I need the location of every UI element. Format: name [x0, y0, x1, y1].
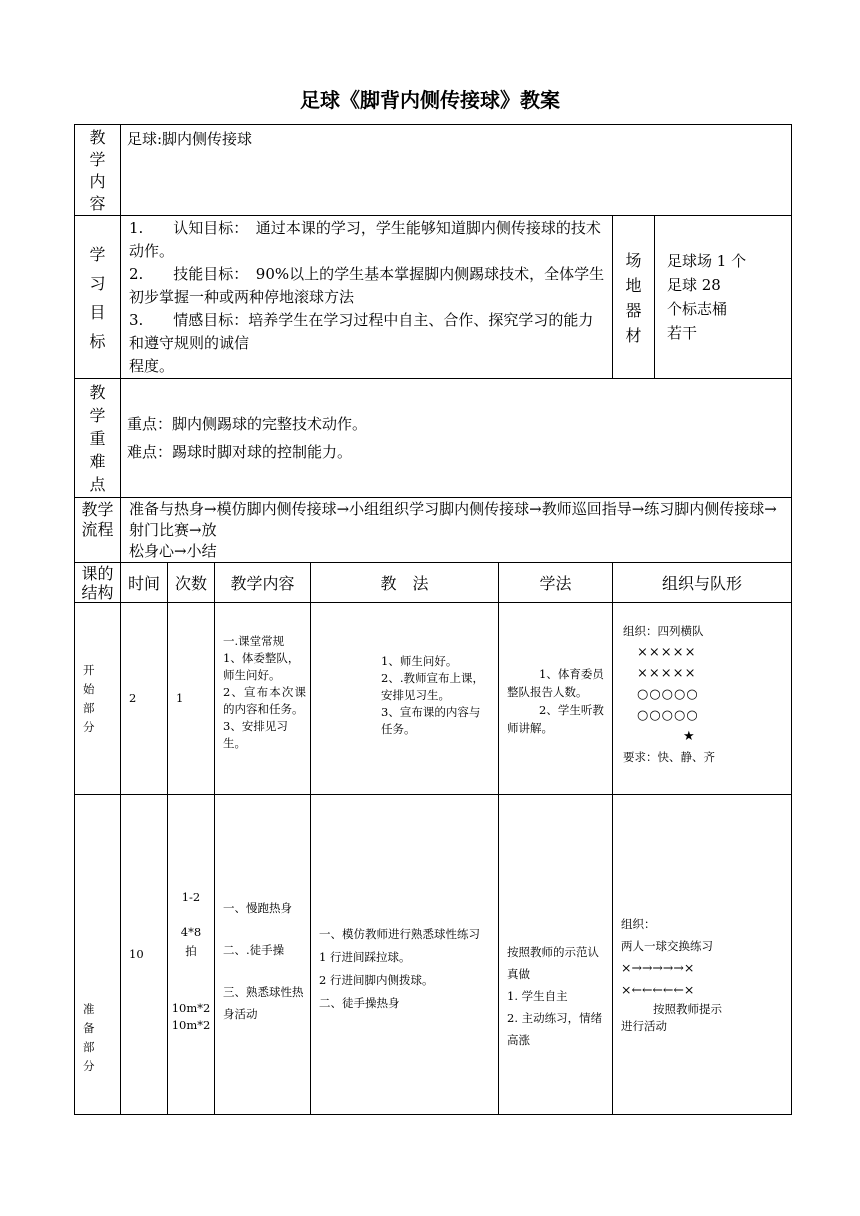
- venue-equipment-list: [655, 216, 792, 379]
- formation-row: ○○○○○: [637, 687, 699, 702]
- start-time: 2: [121, 603, 168, 795]
- method-line: 二、徒手操热身: [319, 996, 400, 1010]
- learn-line: 2. 主动练习，情绪高涨: [507, 1011, 603, 1047]
- row-table-header: [75, 563, 792, 603]
- prep-count: [168, 795, 215, 1115]
- org-requirement: 要求：快、静、齐: [623, 750, 715, 764]
- row-prep-section: [75, 795, 792, 1115]
- prep-method: [311, 795, 499, 1115]
- label-prep-section: 准备部分: [75, 795, 121, 1115]
- prep-organization: [613, 795, 792, 1115]
- method-line: 1 行进间踩拉球。: [319, 950, 411, 964]
- learn-line: 1、体育委员整队报告人数。: [507, 667, 604, 699]
- label-venue-equipment: 场地器材: [613, 216, 655, 379]
- goal-cognitive: 1. 认知目标： 通过本课的学习，学生能够知道脚内侧传接球的技术动作。: [129, 219, 601, 260]
- teaching-flow-text: [121, 498, 792, 563]
- teacher-star-icon: ★: [683, 729, 695, 744]
- page-title: 足球《脚背内侧传接球》教案: [300, 88, 560, 112]
- org-line: ×←←←←←×: [621, 982, 695, 997]
- content-line: 2、宣布本次课的内容和任务。: [223, 685, 306, 716]
- learning-goals-text: [121, 216, 613, 379]
- key-difficulty-text: [121, 379, 792, 498]
- venue-line: 足球 28: [667, 276, 721, 294]
- goal-emotion: 3. 情感目标：培养学生在学习过程中自主、合作、探究学习的能力和遵守规则的诚信: [129, 311, 594, 352]
- flow-line: 松身心→小结: [129, 542, 217, 560]
- formation-row: ×××××: [637, 645, 697, 660]
- lesson-plan-table: [74, 124, 792, 1115]
- header-content: 教学内容: [215, 563, 311, 603]
- content-line: 1、体委整队，师生问好。: [223, 651, 300, 682]
- prep-learn: [499, 795, 613, 1115]
- count-line: 1-2: [181, 890, 201, 904]
- org-line: 两人一球交换练习: [621, 939, 713, 953]
- header-structure: 课的结构: [75, 563, 121, 603]
- goal-skill: 2. 技能目标： 90%以上的学生基本掌握脚内侧踢球技术，全体学生初步掌握一种或两种停地滚球方法: [129, 265, 605, 306]
- count-line: 拍: [185, 944, 197, 958]
- content-line: 3、安排见习生。: [223, 719, 288, 750]
- count-line: 10m*2: [171, 1001, 211, 1015]
- org-line: 组织：: [621, 917, 656, 931]
- header-learn: 学法: [499, 563, 613, 603]
- learn-line: 按照教师的示范认真做: [507, 945, 599, 981]
- learn-line: 1. 学生自主: [507, 989, 568, 1003]
- venue-line: 个标志桶: [667, 300, 728, 318]
- start-learn: [499, 603, 613, 795]
- label-teaching-flow: 教学流程: [75, 498, 121, 563]
- difficulty: 难点：踢球时脚对球的控制能力。: [127, 443, 353, 461]
- start-content: [215, 603, 311, 795]
- row-teaching-flow: [75, 498, 792, 563]
- formation-row: ○○○○○: [637, 708, 699, 723]
- flow-line: 准备与热身→模仿脚内侧传接球→小组组织学习脚内侧传接球→教师巡回指导→练习脚内侧传接球→射门比赛→放: [129, 500, 777, 539]
- goal-emotion-cont: 程度。: [129, 357, 175, 375]
- label-start-section: 开始部分: [75, 603, 121, 795]
- method-line: 1、师生问好。: [381, 654, 458, 668]
- prep-content: [215, 795, 311, 1115]
- row-key-difficulty: [75, 379, 792, 498]
- count-line: 4*8: [180, 925, 202, 939]
- label-teaching-content: 教学内容: [75, 125, 121, 216]
- start-organization: [613, 603, 792, 795]
- org-line: ×→→→→→×: [621, 960, 695, 975]
- method-line: 一、模仿教师进行熟悉球性练习: [319, 927, 480, 941]
- header-method: 教 法: [311, 563, 499, 603]
- learn-line: 2、学生听教师讲解。: [507, 703, 604, 735]
- org-line: 按照教师提示: [653, 1002, 722, 1016]
- header-count: 次数: [168, 563, 215, 603]
- key-point: 重点：脚内侧踢球的完整技术动作。: [127, 415, 368, 433]
- prep-time: 10: [121, 795, 168, 1115]
- label-key-difficulty: 教学重难点: [75, 379, 121, 498]
- content-line: 一、慢跑热身: [223, 901, 292, 915]
- content-line: 三、熟悉球性热身活动: [223, 985, 304, 1021]
- org-title: 组织：四列横队: [623, 624, 704, 638]
- row-learning-goals: [75, 216, 792, 379]
- label-learning-goals: 学习目标: [75, 216, 121, 379]
- header-organization: 组织与队形: [613, 563, 792, 603]
- venue-line: 若干: [667, 324, 698, 342]
- header-time: 时间: [121, 563, 168, 603]
- row-teaching-content: [75, 125, 792, 216]
- row-start-section: [75, 603, 792, 795]
- content-line: 二、.徒手操: [223, 943, 285, 957]
- venue-line: 足球场 1 个: [667, 252, 747, 270]
- content-line: 一.课堂常规: [223, 634, 285, 648]
- org-line: 进行活动: [621, 1019, 667, 1033]
- formation-row: ×××××: [637, 666, 697, 681]
- count-line: 10m*2: [171, 1018, 211, 1032]
- start-count: 1: [168, 603, 215, 795]
- method-line: 2 行进间脚内侧拨球。: [319, 973, 434, 987]
- start-method: [311, 603, 499, 795]
- method-line: 3、宣布课的内容与任务。: [381, 705, 481, 736]
- method-line: 2、.教师宣布上课，安排见习生。: [381, 671, 484, 702]
- teaching-content-value: 足球:脚内侧传接球: [121, 125, 792, 216]
